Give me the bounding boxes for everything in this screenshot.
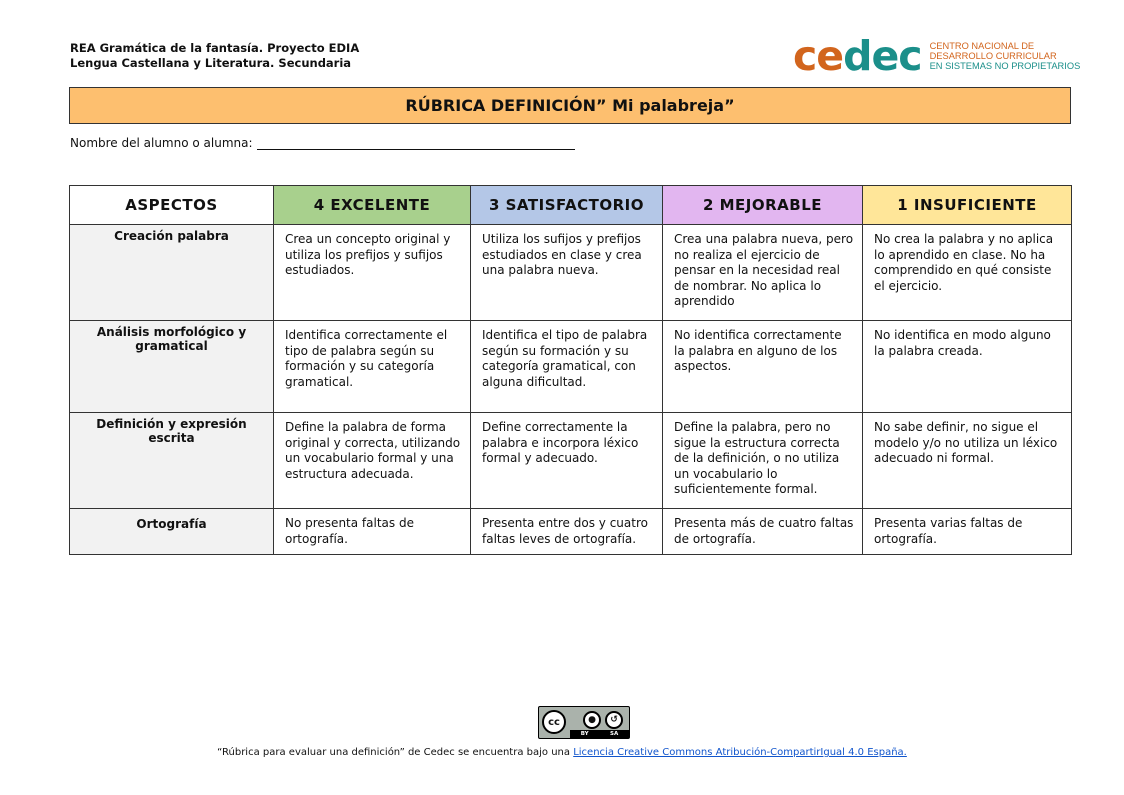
- cedec-logo-wordmark: cedec: [793, 32, 922, 80]
- rubric-cell: Presenta entre dos y cuatro faltas leves de ortografía.: [471, 509, 663, 555]
- header-aspectos: ASPECTOS: [70, 186, 274, 225]
- document-header: [70, 41, 359, 71]
- attribution-person-icon: ●: [583, 711, 601, 729]
- header-project-line: REA Gramática de la fantasía. Proyecto EDIA: [70, 41, 360, 55]
- rubric-cell: Presenta más de cuatro faltas de ortografía.: [663, 509, 863, 555]
- rubric-table: [69, 185, 1072, 555]
- cedec-logo: [793, 32, 1081, 80]
- header-insuficiente: 1 INSUFICIENTE: [863, 186, 1072, 225]
- rubric-cell: Define correctamente la palabra e incorpora léxico formal y adecuado.: [471, 413, 663, 509]
- header-subject-line: Lengua Castellana y Literatura. Secundaria: [70, 56, 352, 70]
- rubric-cell: Crea una palabra nueva, pero no realiza el ejercicio de pensar en la necesidad real de nombrar. No aplica lo aprendido: [663, 225, 863, 321]
- rubric-cell: Utiliza los sufijos y prefijos estudiados en clase y crea una palabra nueva.: [471, 225, 663, 321]
- cc-license-badge[interactable]: [538, 706, 630, 739]
- student-name-field: [70, 136, 575, 150]
- license-text: “Rúbrica para evaluar una definición” de Cedec se encuentra bajo una: [217, 747, 571, 758]
- student-name-blank: [257, 137, 575, 150]
- aspect-label: Creación palabra: [70, 225, 274, 321]
- table-row: [70, 225, 1072, 321]
- rubric-cell: No identifica en modo alguno la palabra creada.: [863, 321, 1072, 413]
- header-excelente: 4 EXCELENTE: [274, 186, 471, 225]
- header-mejorable: 2 MEJORABLE: [663, 186, 863, 225]
- license-link[interactable]: Licencia Creative Commons Atribución-CompartirIgual 4.0 España.: [573, 747, 907, 758]
- header-satisfactorio: 3 SATISFACTORIO: [471, 186, 663, 225]
- cc-by-label: BY: [580, 731, 589, 737]
- cc-sa-label: SA: [610, 731, 619, 737]
- rubric-cell: Define la palabra de forma original y correcta, utilizando un vocabulario formal y una estructura adecuada.: [274, 413, 471, 509]
- rubric-cell: No identifica correctamente la palabra en alguno de los aspectos.: [663, 321, 863, 413]
- table-row: [70, 413, 1072, 509]
- rubric-title: RÚBRICA DEFINICIÓN” Mi palabreja”: [69, 87, 1071, 124]
- cc-badge-labels: [570, 730, 629, 738]
- share-alike-icon: ↺: [605, 711, 623, 729]
- cc-icon: cc: [542, 710, 566, 734]
- rubric-cell: Identifica el tipo de palabra según su formación y su categoría gramatical, con alguna dificultad.: [471, 321, 663, 413]
- rubric-cell: No crea la palabra y no aplica lo aprendido en clase. No ha comprendido en qué consiste el ejercicio.: [863, 225, 1072, 321]
- rubric-cell: No presenta faltas de ortografía.: [274, 509, 471, 555]
- rubric-cell: Identifica correctamente el tipo de palabra según su formación y su categoría gramatical.: [274, 321, 471, 413]
- cedec-logo-tagline: CENTRO NACIONAL DE DESARROLLO CURRICULAR EN SISTEMAS NO PROPIETARIOS: [929, 41, 1081, 71]
- rubric-cell: Define la palabra, pero no sigue la estructura correcta de la definición, o no utiliza un vocabulario lo suficientemente formal.: [663, 413, 863, 509]
- license-footer: [0, 747, 1124, 758]
- aspect-label: Definición y expresión escrita: [70, 413, 274, 509]
- table-row: [70, 321, 1072, 413]
- rubric-header-row: [70, 186, 1072, 225]
- table-row: [70, 509, 1072, 555]
- aspect-label: Análisis morfológico y gramatical: [70, 321, 274, 413]
- rubric-cell: Crea un concepto original y utiliza los prefijos y sufijos estudiados.: [274, 225, 471, 321]
- rubric-cell: Presenta varias faltas de ortografía.: [863, 509, 1072, 555]
- aspect-label: Ortografía: [70, 509, 274, 555]
- rubric-cell: No sabe definir, no sigue el modelo y/o no utiliza un léxico adecuado ni formal.: [863, 413, 1072, 509]
- student-name-label: Nombre del alumno o alumna:: [70, 136, 253, 150]
